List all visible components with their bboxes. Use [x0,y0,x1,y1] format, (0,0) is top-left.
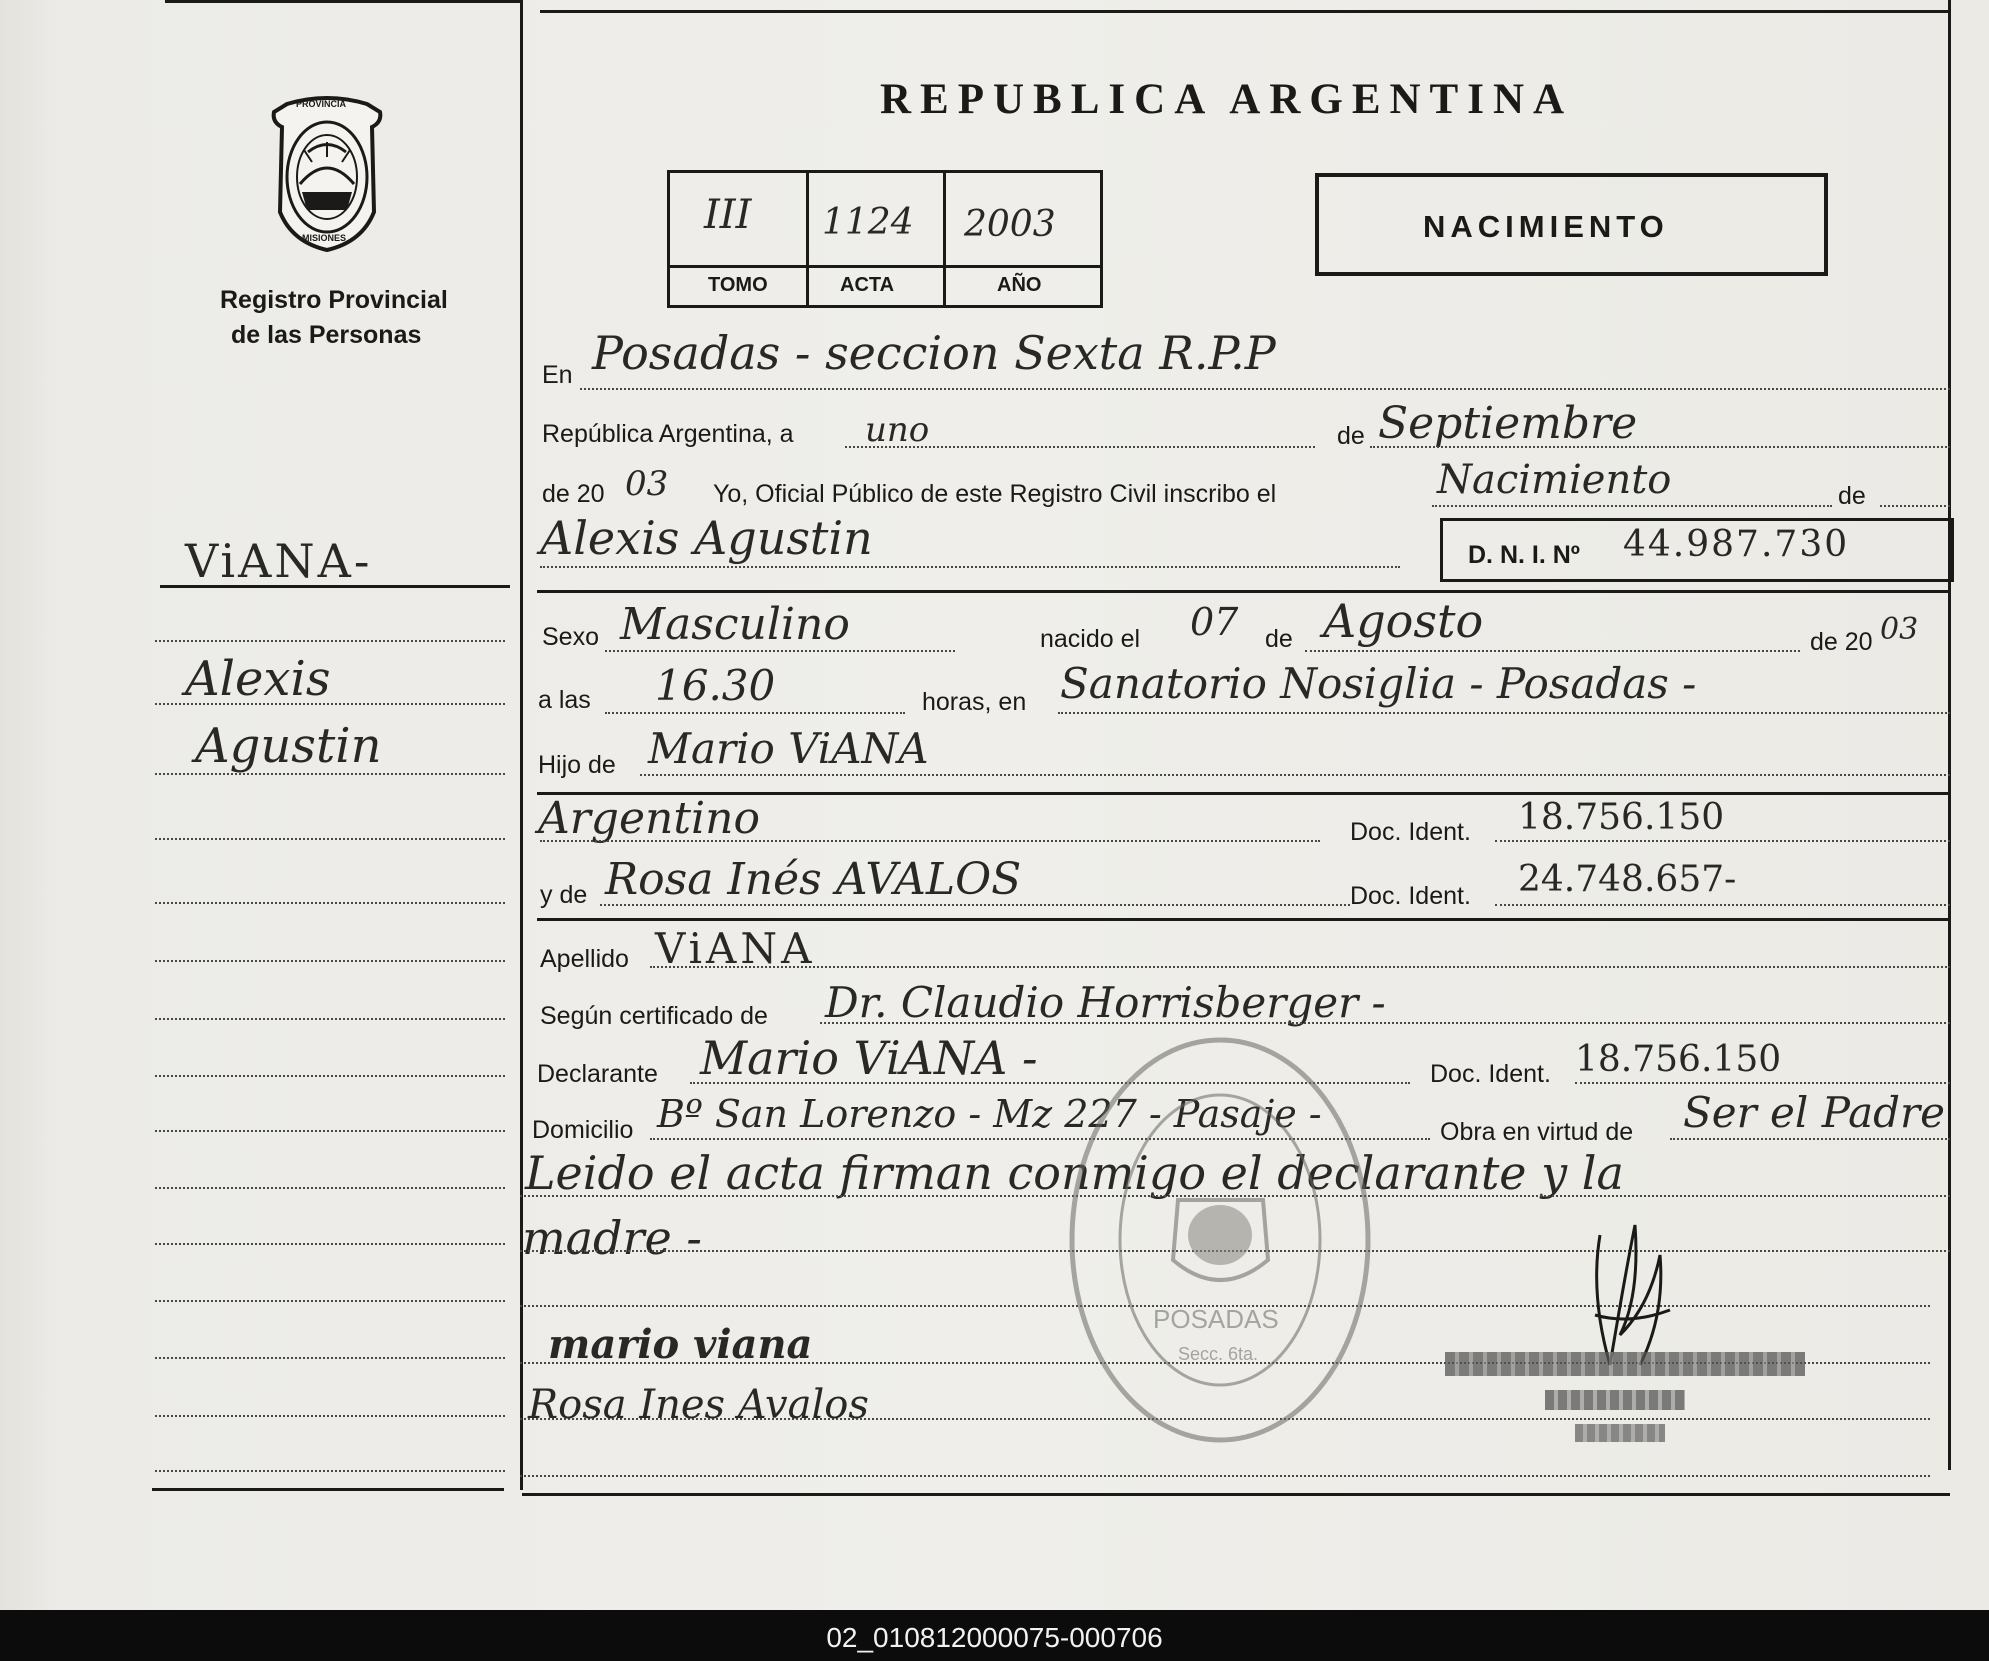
line-day [845,446,1315,448]
label-de-3: de [1265,625,1293,653]
round-registry-stamp [1063,1030,1378,1450]
line-child-name [540,566,1400,568]
birth-time-value: 16.30 [655,661,776,710]
label-year-prefix: de 20 [542,480,605,508]
signature-mother: Rosa Ines Avalos [528,1382,869,1428]
form-top-rule [540,10,1950,13]
margin-dots [155,1187,505,1189]
capacity-value: Ser el Padre [1683,1088,1945,1137]
margin-dots [155,703,505,705]
province-seal-logo [262,92,392,252]
margin-dots [155,1357,505,1359]
label-y-de: y de [540,881,588,909]
filename-label: 02_010812000075-000706 [826,1622,1163,1653]
father-nationality-value: Argentino [538,793,760,844]
line-time [605,712,905,714]
father-doc-value: 18.756.150 [1518,797,1725,838]
month-value: Septiembre [1378,398,1638,449]
stamp-sub-text: Secc. 6ta. [1178,1344,1259,1364]
line-mother [600,904,1350,906]
note-line1-value: Leido el acta firman conmigo el declarante y la [525,1146,1624,1200]
label-horas: horas, en [922,688,1027,716]
label-a-las: a las [538,686,591,714]
line-sex [605,650,955,652]
acta-value: 1124 [822,202,914,243]
surname-value: ViANA [655,924,816,973]
line-birth-month [1305,650,1800,652]
rule-after-mother [537,918,1950,921]
note-line2-value: madre - [522,1211,702,1265]
place-value: Posadas - seccion Sexta R.P.P [592,326,1276,380]
line-father-doc [1495,840,1950,842]
margin-name-line2: Agustin [195,718,382,774]
address-value: Bº San Lorenzo - Mz 227 - Pasaje - [657,1092,1322,1136]
registry-name-line1: Registro Provincial [220,286,448,314]
act-type-label: NACIMIENTO [1423,209,1669,244]
margin-dots [155,1470,505,1472]
line-de [1880,505,1950,507]
line-month [1370,446,1950,448]
anio-value: 2003 [964,204,1056,245]
anio-label: AÑO [997,274,1042,296]
label-declarante: Declarante [537,1060,658,1088]
margin-divider [520,0,523,1490]
tomo-label: TOMO [708,274,768,296]
act-written-value: Nacimiento [1437,457,1672,503]
label-apellido: Apellido [540,945,629,973]
label-segun: Según certificado de [540,1002,768,1030]
form-bottom-rule [522,1493,1950,1496]
label-yo: Yo, Oficial Público de este Registro Civil inscribo el [713,480,1277,508]
margin-dots [155,1300,505,1302]
line-extra [520,1475,1930,1477]
margin-dots [155,902,505,904]
filename-bar [0,1610,1989,1661]
margin-dots [155,1243,505,1245]
line-surname [650,966,1950,968]
label-de-20: de 20 [1810,628,1873,656]
sex-value: Masculino [620,599,850,650]
line-nationality [540,840,1320,842]
margin-dots [155,1130,505,1132]
label-de-1: de [1337,422,1365,450]
label-en: En [542,361,573,389]
country-title: REPUBLICA ARGENTINA [880,76,1574,123]
label-doc-2: Doc. Ident. [1350,882,1471,910]
label-obra: Obra en virtud de [1440,1118,1634,1146]
line-birth-place [1058,712,1950,714]
dni-box [1440,518,1954,582]
line-declarant-doc [1575,1082,1950,1084]
mother-value: Rosa Inés AVALOS [605,854,1022,905]
margin-name-line1: Alexis [185,651,331,707]
label-sexo: Sexo [542,623,599,651]
official-stamp [1445,1352,1810,1452]
act-type-box [1315,173,1828,276]
birth-month-value: Agosto [1323,594,1484,648]
margin-dots [155,1415,505,1417]
margin-dots [155,1018,505,1020]
registry-name-line2: de las Personas [231,321,422,349]
line-doctor [820,1022,1950,1024]
tomo-value: III [704,192,752,238]
doctor-value: Dr. Claudio Horrisberger - [825,978,1386,1027]
margin-bottom-rule [152,1488,504,1491]
child-name-value: Alexis Agustin [540,511,873,565]
declarant-doc-value: 18.756.150 [1575,1039,1782,1080]
seal-top-text: PROVINCIA [296,99,347,109]
line-act [1432,505,1832,507]
margin-dots [155,838,505,840]
margin-top-rule [165,0,520,3]
seal-bottom-text: MISIONES [302,233,347,243]
father-value: Mario ViANA [648,724,929,773]
label-hijo: Hijo de [538,751,616,779]
margin-surname-rule [160,585,510,588]
label-de-2: de [1838,482,1866,510]
line-mother-doc [1495,904,1950,906]
rule-after-dni [537,590,1950,593]
label-doc-1: Doc. Ident. [1350,818,1471,846]
line-father [640,774,1950,776]
margin-dots [155,773,505,775]
birth-place-value: Sanatorio Nosiglia - Posadas - [1060,659,1697,708]
year-suffix-value: 03 [625,464,669,504]
line-capacity [1670,1138,1950,1140]
label-republica: República Argentina, a [542,420,794,448]
label-dni: D. N. I. Nº [1468,541,1580,569]
day-value: uno [865,410,930,450]
margin-dots [155,640,505,642]
label-doc-3: Doc. Ident. [1430,1060,1551,1088]
label-domicilio: Domicilio [532,1116,634,1144]
acta-label: ACTA [840,274,895,296]
margin-dots [155,1075,505,1077]
dni-value: 44.987.730 [1623,524,1850,565]
margin-dots [155,960,505,962]
mother-doc-value: 24.748.657- [1518,859,1737,900]
birth-year-suffix-value: 03 [1880,612,1919,647]
declarant-value: Mario ViANA - [700,1031,1038,1085]
line-en [580,388,1950,390]
record-box [667,170,1103,308]
stamp-city-text: POSADAS [1153,1304,1279,1334]
birth-day-value: 07 [1190,600,1239,644]
label-nacido: nacido el [1040,625,1141,653]
margin-surname: ViANA- [185,534,373,588]
signature-father: mario viana [548,1321,813,1368]
